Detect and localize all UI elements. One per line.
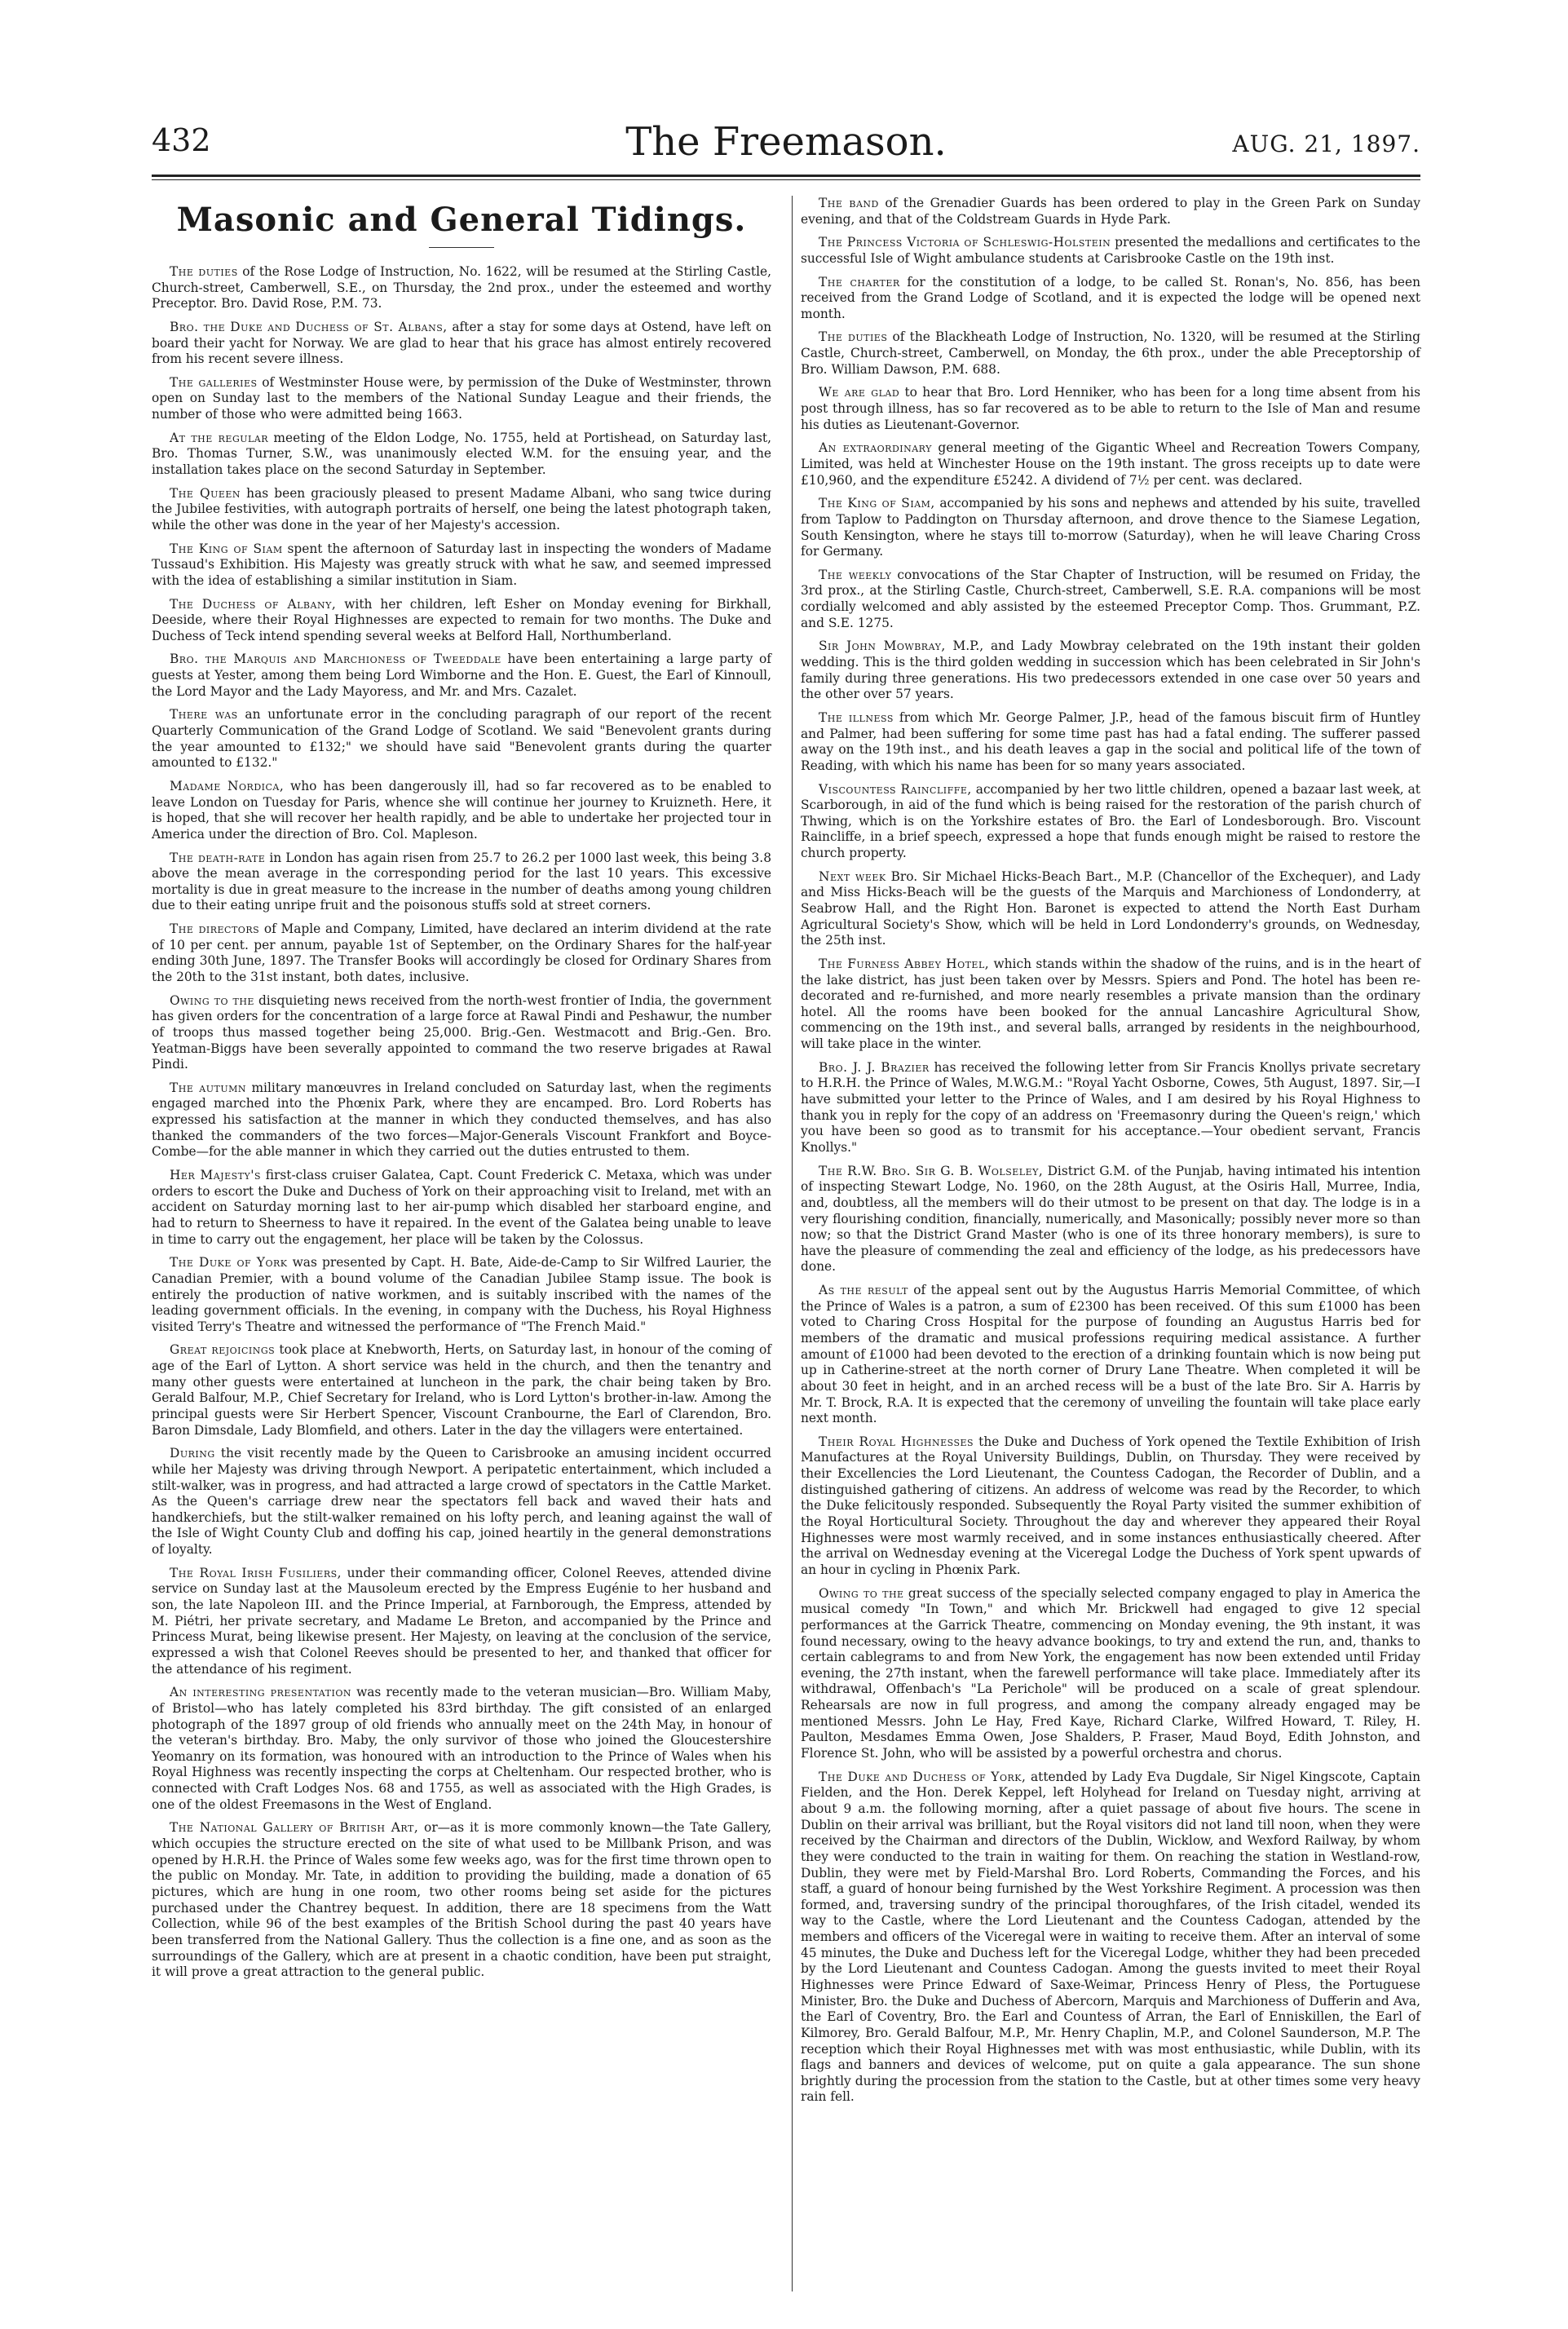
- paragraph-lead: The charter: [819, 274, 900, 289]
- paragraph-lead: Bro. J. J. Brazier: [819, 1059, 930, 1075]
- column-divider: [792, 196, 793, 2291]
- news-paragraph: [152, 1566, 771, 1677]
- news-paragraph: [152, 1081, 771, 1160]
- news-paragraph: [152, 851, 771, 915]
- paragraph-lead: The Queen: [170, 485, 241, 501]
- right-paragraphs: [801, 196, 1420, 2106]
- paragraph-text: of the Rose Lodge of Instruction, No. 1622, will be resumed at the Stirling Castle, Church-street, Camberwell, S.E., on Thursday, the 2nd prox., under the esteemed and worthy Preceptor. Bro. David Rose, P.M. 73.: [152, 264, 771, 312]
- paragraph-lead: Owing to the: [819, 1585, 904, 1601]
- issue-date: AUG. 21, 1897.: [1232, 130, 1420, 157]
- paragraph-lead: The Furness Abbey Hotel,: [819, 956, 990, 971]
- paragraph-text: military manœuvres in Ireland concluded on Saturday last, when the regiments engaged marched into the Phœnix Park, where they are encamped. Bro. Lord Roberts has expressed his satisfaction at the manner in which they conducted themselves, and has also thanked the commanders of the two forces—Major-Generals Viscount Frankfort and Boyce-Combe—for the able manner in which they carried out the duties entrusted to them.: [152, 1080, 771, 1160]
- paragraph-lead: The directors: [170, 921, 260, 937]
- left-column: [152, 196, 771, 1988]
- masthead-title: The Freemason.: [625, 119, 947, 165]
- news-paragraph: [801, 385, 1420, 433]
- page-header: [152, 119, 1420, 171]
- news-paragraph: [152, 1168, 771, 1248]
- news-paragraph: [801, 710, 1420, 775]
- paragraph-lead: The weekly: [819, 567, 892, 582]
- paragraph-lead: At the regular: [170, 430, 269, 445]
- news-paragraph: [152, 320, 771, 368]
- news-paragraph: [801, 782, 1420, 862]
- paragraph-lead: The Duchess of Albany,: [170, 596, 337, 612]
- news-paragraph: [801, 1434, 1420, 1579]
- paragraph-text: has received the following letter from Sir Francis Knollys private secretary to H.R.H. the Prince of Wales, M.W.G.M.: "Royal Yacht Osborne, Cowes, 5th August, 1897. Sir,—I have submitted your letter to the Prince of Wales, and I am desired by his Royal Highness to thank you in reply for the copy of an address on 'Freemasonry during the Queen's reign,' which you have been so good as to transmit for his acceptance.—Your obedient servant, Francis Knollys.": [801, 1059, 1420, 1155]
- paragraph-lead: We are glad: [819, 385, 900, 400]
- paragraph-lead: The National Gallery of British Art,: [170, 1820, 419, 1836]
- paragraph-text: the Duke and Duchess of York opened the Textile Exhibition of Irish Manufactures at the Royal University Buildings, Dublin, on Thursday. They were received by their Excellencies the Lord Lieutenant, the Countess Cadogan, the Recorder of Dublin, and a distinguished gathering of citizens. An address of welcome was read by the Recorder, to which the Duke felicitously responded. Subsequently the Royal Party visited the summer exhibition of the Royal Horticultural Society. Throughout the day and wherever they appeared their Royal Highnesses were most warmly received, and in some instances enthusiastically cheered. After the arrival on Wednesday evening at the Viceregal Lodge the Duchess of York spent upwards of an hour in cycling in Phœnix Park.: [801, 1434, 1420, 1577]
- paragraph-text: or—as it is more commonly known—the Tate Gallery, which occupies the structure erected on the site of what used to be Millbank Prison, and was opened by H.R.H. the Prince of Wales some few weeks ago, was for the first time thrown open to the public on Monday. Mr. Tate, in addition to providing the building, made a donation of 65 pictures, which are hung in one room, two other rooms being set aside for the pictures purchased under the Chantrey bequest. In addition, there are 18 specimens from the Watt Collection, while 96 of the best examples of the British School during the past 40 years have been transferred from the National Gallery. Thus the collection is a fine one, and as soon as the surroundings of the Gallery, which are at present in a chaotic condition, have been put straight, it will prove a great attraction to the general public.: [152, 1820, 771, 1980]
- paragraph-lead: An extraordinary: [819, 440, 932, 456]
- paragraph-text: the visit recently made by the Queen to Carisbrooke an amusing incident occurred while her Majesty was driving through Newport. A peripatetic entertainment, which included a stilt-walker, was in progress, and had attracted a large crowd of spectators in the Cattle Market. As the Queen's carriage drew near the spectators fell back and waved their hats and handkerchiefs, but the stilt-walker remained on his lofty perch, and leaning against the wall of the Isle of Wight County Club and doffing his cap, joined heartily in the general demonstrations of loyalty.: [152, 1446, 771, 1558]
- paragraph-text: who has been dangerously ill, had so far recovered as to be enabled to leave London on Tuesday for Paris, whence she will continue her journey to Kruizneth. Here, it is hoped, that she will recover her health rapidly, and be able to undertake her projected tour in America under the direction of Bro. Col. Mapleson.: [152, 778, 771, 842]
- paragraph-text: under their commanding officer, Colonel Reeves, attended divine service on Sunday last at the Mausoleum erected by the Empress Eugénie to her husband and son, the late Napoleon III. and the Prince Imperial, at Farnborough, the Empress, attended by M. Piétri, her private secretary, and Madame Le Breton, and accompanied by the Prince and Princess Murat, being likewise present. Her Majesty, on leaving at the conclusion of the service, expressed a wish that Colonel Reeves should be presented to her, and thanked that officer for the attendance of his regiment.: [152, 1565, 771, 1677]
- paragraph-text: great success of the specially selected company engaged to play in America the musical comedy "In Town," and which Mr. Brickwell had engaged to give 12 special performances at the Garrick Theatre, commencing on Monday evening, the 9th instant, it was found necessary, owing to the heavy advance bookings, to try and extend the run, and, thanks to certain cablegrams to and from New York, the engagement has now been extended until Friday evening, the 27th instant, when the farewell performance will take place. Immediately after its withdrawal, Offenbach's "La Perichole" will be produced on a scale of great splendour. Rehearsals are now in full progress, and among the company already engaged may be mentioned Messrs. John Le Hay, Fred Kaye, Richard Clarke, Wilfred Howard, T. Riley, H. Paulton, Mesdames Emma Owen, Jose Shalders, P. Fraser, Maud Boyd, Edith Johnston, and Florence St. John, who will be assisted by a powerful orchestra and chorus.: [801, 1585, 1421, 1761]
- title-rule: [429, 247, 494, 248]
- news-paragraph: [152, 541, 771, 590]
- section-title: Masonic and General Tidings.: [176, 201, 747, 239]
- paragraph-text: has been graciously pleased to present Madame Albani, who sang twice during the Jubilee festivities, with autograph portraits of herself, one being the latest photograph taken, while the other was done in the year of her Majesty's accession.: [152, 485, 771, 533]
- news-paragraph: [801, 1770, 1420, 2106]
- paragraph-text: M.P., and Lady Mowbray celebrated on the 19th instant their golden wedding. This is the third golden wedding in succession which has been celebrated in Sir John's family during three generations. His two predecessors extended in one case over 50 years and the other over 57 years.: [801, 639, 1420, 702]
- paragraph-lead: Bro. the Marquis and Marchioness of Tweeddale: [170, 652, 501, 667]
- paragraph-text: meeting of the Eldon Lodge, No. 1755, held at Portishead, on Saturday last, Bro. Thomas Turner, S.W., was unanimously elected W.M. for the ensuing year, and the installation takes place on the second Saturday in September.: [152, 430, 771, 478]
- news-paragraph: [152, 1820, 771, 1980]
- news-paragraph: [801, 639, 1420, 703]
- news-paragraph: [152, 264, 771, 312]
- paragraph-lead: The autumn: [170, 1080, 247, 1095]
- paragraph-text: for the constitution of a lodge, to be called St. Ronan's, No. 856, has been received from the Grand Lodge of Scotland, and it is expected the lodge will be opened next month.: [801, 274, 1420, 321]
- news-paragraph: [801, 329, 1420, 378]
- news-paragraph: [152, 652, 771, 700]
- news-paragraph: [801, 275, 1420, 323]
- news-paragraph: [152, 1446, 771, 1558]
- paragraph-lead: Owing to the: [170, 992, 254, 1008]
- paragraph-text: attended by Lady Eva Dugdale, Sir Nigel Kingscote, Captain Fielden, and the Hon. Derek Keppel, left Holyhead for Ireland on Tuesday night, arriving at about 9 a.m. the following morning, after a quiet passage of about five hours. The scene in Dublin on their arrival was brilliant, but the Royal visitors did not land till noon, when they were received by the Chairman and directors of the Dublin, Wicklow, and Wexford Railway, by whom they were conducted to the train in waiting for them. On reaching the station in Westland-row, Dublin, they were met by Field-Marshal Bro. Lord Roberts, Commanding the Forces, and his staff, a guard of honour being furnished by the West Yorkshire Regiment. A procession was then formed, and, traversing sundry of the principal thoroughfares, of the Irish citadel, wended its way to the Castle, where the Lord Lieutenant and the Countess Cadogan, attended by the members and officers of the Viceregal were in waiting to receive them. After an interval of some 45 minutes, the Duke and Duchess left for the Viceregal Lodge, whither they had been preceded by the Lord Lieutenant and Countess Cadogan. Among the guests invited to meet their Royal Highnesses were Prince Edward of Saxe-Weimar, Princess Henry of Pless, the Portuguese Minister, Bro. the Duke and Duchess of Abercorn, Marquis and Marchioness of Dufferin and Ava, the Earl of Coventry, Bro. the Earl and Countess of Arran, the Earl of Enniskillen, the Earl of Kilmorey, Bro. Gerald Balfour, M.P., Mr. Henry Chaplin, M.P., and Colonel Saunderson, M.P. The reception which their Royal Highnesses met with was most enthusiastic, while Dublin, with its flags and banners and devices of welcome, put on quite a gala appearance. The sun shone brightly during the procession from the station to the Castle, but at other times some very heavy rain fell.: [801, 1769, 1420, 2105]
- paragraph-lead: The duties: [170, 264, 238, 279]
- news-paragraph: [801, 1060, 1420, 1156]
- news-paragraph: [801, 1283, 1420, 1427]
- news-paragraph: [152, 779, 771, 843]
- news-paragraph: [152, 921, 771, 986]
- left-paragraphs: [152, 264, 771, 1981]
- paragraph-text: presented the medallions and certificates to the successful Isle of Wight ambulance students at Carisbrooke Castle on the 19th inst.: [801, 235, 1420, 266]
- paragraph-text: accompanied by her two little children, opened a bazaar last week, at Scarborough, in aid of the fund which is being raised for the restoration of the parish church of Thwing, which is on the Yorkshire estates of Bro. the Earl of Londesborough. Bro. Viscount Raincliffe, in a brief speech, expressed a hope that funds enough might be raised to restore the church property.: [801, 781, 1420, 861]
- paragraph-lead: The Royal Irish Fusiliers,: [170, 1565, 342, 1580]
- paragraph-text: from which Mr. George Palmer, J.P., head of the famous biscuit firm of Huntley and Palmer, had been suffering for some time past has had a fatal ending. The sufferer passed away on the 19th inst., and his death leaves a gap in the social and political life of the town of Reading, with which his name has been for so many years associated.: [801, 709, 1420, 773]
- news-paragraph: [152, 486, 771, 534]
- paragraph-text: District G.M. of the Punjab, having intimated his intention of inspecting Stewart Lodge, No. 1960, on the 28th August, at the Osiris Hall, Murree, India, and, doubtless, all the members will do their utmost to be present on that day. The lodge is in a very flourishing condition, financially, numerically, and Masonically; possibly never more so than now; so that the District Grand Master (who is one of its three honorary members), is sure to have the pleasure of commending the zeal and efficiency of the lodge, as his predecessors have done.: [801, 1163, 1420, 1275]
- paragraph-lead: The Duke of York: [170, 1255, 288, 1271]
- paragraph-text: of the appeal sent out by the Augustus Harris Memorial Committee, of which the Prince of Wales is a patron, a sum of £2300 has been received. Of this sum £1000 has been voted to Charing Cross Hospital for the purpose of founding an Augustus Harris bed for members of the dramatic and musical professions requiring medical assistance. A further amount of £1000 had been devoted to the erection of a drinking fountain which is now being put up in Catherine-street at the north corner of Drury Lane Theatre. When completed it will be about 30 feet in height, and in an arched recess will be a bust of the late Bro. Sir A. Harris by Mr. T. Brock, R.A. It is expected that the ceremony of unveiling the fountain will take place early next month.: [801, 1283, 1420, 1426]
- news-paragraph: [801, 869, 1420, 949]
- paragraph-lead: Viscountess Raincliffe,: [819, 781, 972, 797]
- paragraph-lead: The R.W. Bro. Sir G. B. Wolseley,: [819, 1163, 1044, 1178]
- paragraph-text: of Westminster House were, by permission of the Duke of Westminster, thrown open on Sunday last to the members of the National Sunday League and their friends, the number of those who were admitted being 1663.: [152, 374, 771, 422]
- paragraph-text: took place at Knebworth, Herts, on Saturday last, in honour of the coming of age of the Earl of Lytton. A short service was held in the church, and then the tenantry and many other guests were entertained at luncheon in the park, the chair being taken by Bro. Gerald Balfour, M.P., Chief Secretary for Ireland, who is Lord Lytton's brother-in-law. Among the principal guests were Sir Herbert Spencer, Viscount Cranbourne, the Earl of Clarendon, Bro. Baron Dimsdale, Lady Blomfield, and others. Later in the day the villagers were entertained.: [152, 1342, 771, 1438]
- header-rule: [152, 175, 1420, 177]
- news-paragraph: [152, 1685, 771, 1813]
- news-paragraph: [801, 1164, 1420, 1275]
- paragraph-text: accompanied by his sons and nephews and attended by his suite, travelled from Taplow to Paddington on Thursday afternoon, and drove thence to the Siamese Legation, South Kensington, where he stays till to-morrow (Saturday), when he will leave Charing Cross for Germany.: [801, 496, 1420, 559]
- news-paragraph: [152, 1342, 771, 1438]
- paragraph-lead: As the result: [819, 1283, 908, 1298]
- news-paragraph: [152, 707, 771, 771]
- paragraph-lead: Bro. the Duke and Duchess of St. Albans,: [170, 319, 448, 334]
- news-paragraph: [801, 568, 1420, 632]
- page-number: 432: [152, 122, 211, 158]
- paragraph-text: general meeting of the Gigantic Wheel and Recreation Towers Company, Limited, was held at Winchester House on the 19th instant. The gross receipts up to date were £10,960, and the expenditure £5242. A dividend of 7½ per cent. was declared.: [801, 440, 1420, 488]
- news-paragraph: [801, 196, 1420, 228]
- paragraph-lead: Great rejoicings: [170, 1342, 276, 1358]
- paragraph-lead: The King of Siam: [170, 541, 283, 556]
- paragraph-lead: An interesting presentation: [170, 1685, 351, 1700]
- paragraph-lead: Next week: [819, 868, 886, 884]
- paragraph-lead: During: [170, 1446, 215, 1461]
- paragraph-lead: The illness: [819, 709, 894, 725]
- paragraph-text: disquieting news received from the north-west frontier of India, the government has given orders for the concentration of a large force at Rawal Pindi and Peshawur, the number of troops thus massed together being 25,000. Brig.-Gen. Westmacott and Brig.-Gen. Bro. Yeatman-Biggs have been severally appointed to command the two reserve brigades at Rawal Pindi.: [152, 992, 771, 1072]
- news-paragraph: [801, 440, 1420, 488]
- paragraph-text: with her children, left Esher on Monday evening for Birkhall, Deeside, where their Royal Highnesses are expected to remain for two months. The Duke and Duchess of Teck intend spending several weeks at Belford Hall, Northumberland.: [152, 596, 771, 643]
- right-column: [801, 196, 1420, 2113]
- news-paragraph: [152, 993, 771, 1073]
- paragraph-lead: Madame Nordica,: [170, 778, 285, 793]
- news-paragraph: [152, 1255, 771, 1335]
- paragraph-text: convocations of the Star Chapter of Instruction, will be resumed on Friday, the 3rd prox., at the Stirling Castle, Church-street, Camberwell, S.E. R.A. companions will be most cordially welcomed and ably assisted by the esteemed Preceptor Comp. Thos. Grummant, P.Z. and S.E. 1275.: [801, 567, 1420, 630]
- paragraph-text: after a stay for some days at Ostend, have left on board their yacht for Norway. We are glad to hear that his grace has almost entirely recovered from his recent severe illness.: [152, 319, 771, 367]
- paragraph-lead: The Princess Victoria of Schleswig-Holstein: [819, 235, 1111, 250]
- paragraph-text: have been entertaining a large party of guests at Yester, among them being Lord Wimborne and the Hon. E. Guest, the Earl of Kinnoull, the Lord Mayor and the Lady Mayoress, and Mr. and Mrs. Cazalet.: [152, 652, 771, 699]
- news-paragraph: [152, 597, 771, 645]
- paragraph-lead: Her Majesty's: [170, 1168, 262, 1183]
- news-paragraph: [152, 375, 771, 423]
- paragraph-text: of Maple and Company, Limited, have declared an interim dividend at the rate of 10 per cent. per annum, payable 1st of September, on the Ordinary Shares for the half-year ending 30th June, 1897. The Transfer Books will accordingly be closed for Ordinary Shares from the 20th to the 31st instant, both dates, inclusive.: [152, 921, 771, 984]
- paragraph-text: to hear that Bro. Lord Henniker, who has been for a long time absent from his post through illness, has so far recovered as to be able to return to the Isle of Man and resume his duties as Lieutenant-Governor.: [801, 385, 1420, 432]
- paragraph-lead: The King of Siam,: [819, 496, 935, 511]
- paragraph-text: in London has again risen from 25.7 to 26.2 per 1000 last week, this being 3.8 above the mean average in the corresponding period for the last 10 years. This excessive mortality is due in great measure to the increase in the number of deaths among young children due to their eating unripe fruit and the poisonous stuffs sold at street corners.: [152, 850, 771, 913]
- paragraph-text: first-class cruiser Galatea, Capt. Count Frederick C. Metaxa, which was under orders to escort the Duke and Duchess of York on their approaching visit to Ireland, met with an accident on Saturday morning last to her air-pump which disabled her starboard engine, and had to return to Sheerness to have it repaired. In the event of the Galatea being unable to leave in time to carry out the engagement, her place will be taken by the Colossus.: [152, 1168, 772, 1247]
- news-paragraph: [801, 235, 1420, 267]
- paragraph-lead: The galleries: [170, 374, 258, 390]
- paragraph-text: of the Blackheath Lodge of Instruction, No. 1320, will be resumed at the Stirling Castle, Church-street, Camberwell, on Monday, the 6th prox., under the able Preceptorship of Bro. William Dawson, P.M. 688.: [801, 329, 1420, 377]
- news-paragraph: [801, 1586, 1420, 1762]
- paragraph-text: of the Grenadier Guards has been ordered to play in the Green Park on Sunday evening, and that of the Coldstream Guards in Hyde Park.: [801, 196, 1420, 227]
- paragraph-text: Bro. Sir Michael Hicks-Beach Bart., M.P. (Chancellor of the Exchequer), and Lady and Miss Hicks-Beach will be the guests of the Marquis and Marchioness of Londonderry, at Seabrow Hall, and the Right Hon. Baronet is expected to attend the North East Durham Agricultural Society's Show, which will be held in Lord Londonderry's grounds, on Wednesday, the 25th inst.: [801, 868, 1420, 948]
- news-paragraph: [801, 496, 1420, 560]
- paragraph-lead: The death-rate: [170, 850, 266, 865]
- paragraph-lead: Their Royal Highnesses: [819, 1434, 974, 1449]
- paragraph-text: which stands within the shadow of the ruins, and is in the heart of the lake district, has just been taken over by Messrs. Spiers and Pond. The hotel has been re-decorated and re-furnished, and more nearly resembles a private mansion than the ordinary hotel. All the rooms have been booked for the annual Lancashire Agricultural Show, commencing on the 19th inst., and several balls, arranged by residents in the neighbourhood, will take place in the winter.: [801, 956, 1420, 1052]
- paragraph-text: was presented by Capt. H. Bate, Aide-de-Camp to Sir Wilfred Laurier, the Canadian Premier, with a bound volume of the Canadian Jubilee Stamp issue. The book is entirely the production of native workmen, and is suitably inscribed with the names of the leading government officials. In the evening, in company with the Duchess, his Royal Highness visited Terry's Theatre and witnessed the performance of "The French Maid.": [152, 1255, 771, 1334]
- paragraph-lead: The band: [819, 196, 879, 210]
- paragraph-text: an unfortunate error in the concluding paragraph of our report of the recent Quarterly Communication of the Grand Lodge of Scotland. We said "Benevolent grants during the year amounted to £132;" we should have said "Benevolent grants during the quarter amounted to £132.": [152, 707, 771, 771]
- paragraph-lead: The duties: [819, 329, 888, 345]
- news-paragraph: [152, 431, 771, 479]
- paragraph-lead: Sir John Mowbray,: [819, 639, 946, 654]
- header-rule-thin: [152, 179, 1420, 180]
- news-paragraph: [801, 957, 1420, 1053]
- paragraph-lead: There was: [170, 707, 238, 723]
- paragraph-lead: The Duke and Duchess of York,: [819, 1769, 1027, 1784]
- paragraph-text: was recently made to the veteran musician—Bro. William Maby, of Bristol—who has lately completed his 83rd birthday. The gift consisted of an enlarged photograph of the 1897 group of old friends who annually meet on the 24th May, in honour of the veteran's birthday. Bro. Maby, the only survivor of those who joined the Gloucestershire Yeomanry on its formation, was honoured with an introduction to the Prince of Wales when his Royal Highness was recently inspecting the corps at Cheltenham. Our respected brother, who is connected with Craft Lodges Nos. 68 and 1755, as well as associated with the High Grades, is one of the oldest Freemasons in the West of England.: [152, 1685, 771, 1812]
- paragraph-text: spent the afternoon of Saturday last in inspecting the wonders of Madame Tussaud's Exhibition. His Majesty was greatly struck with what he saw, and seemed impressed with the idea of establishing a similar institution in Siam.: [152, 541, 771, 588]
